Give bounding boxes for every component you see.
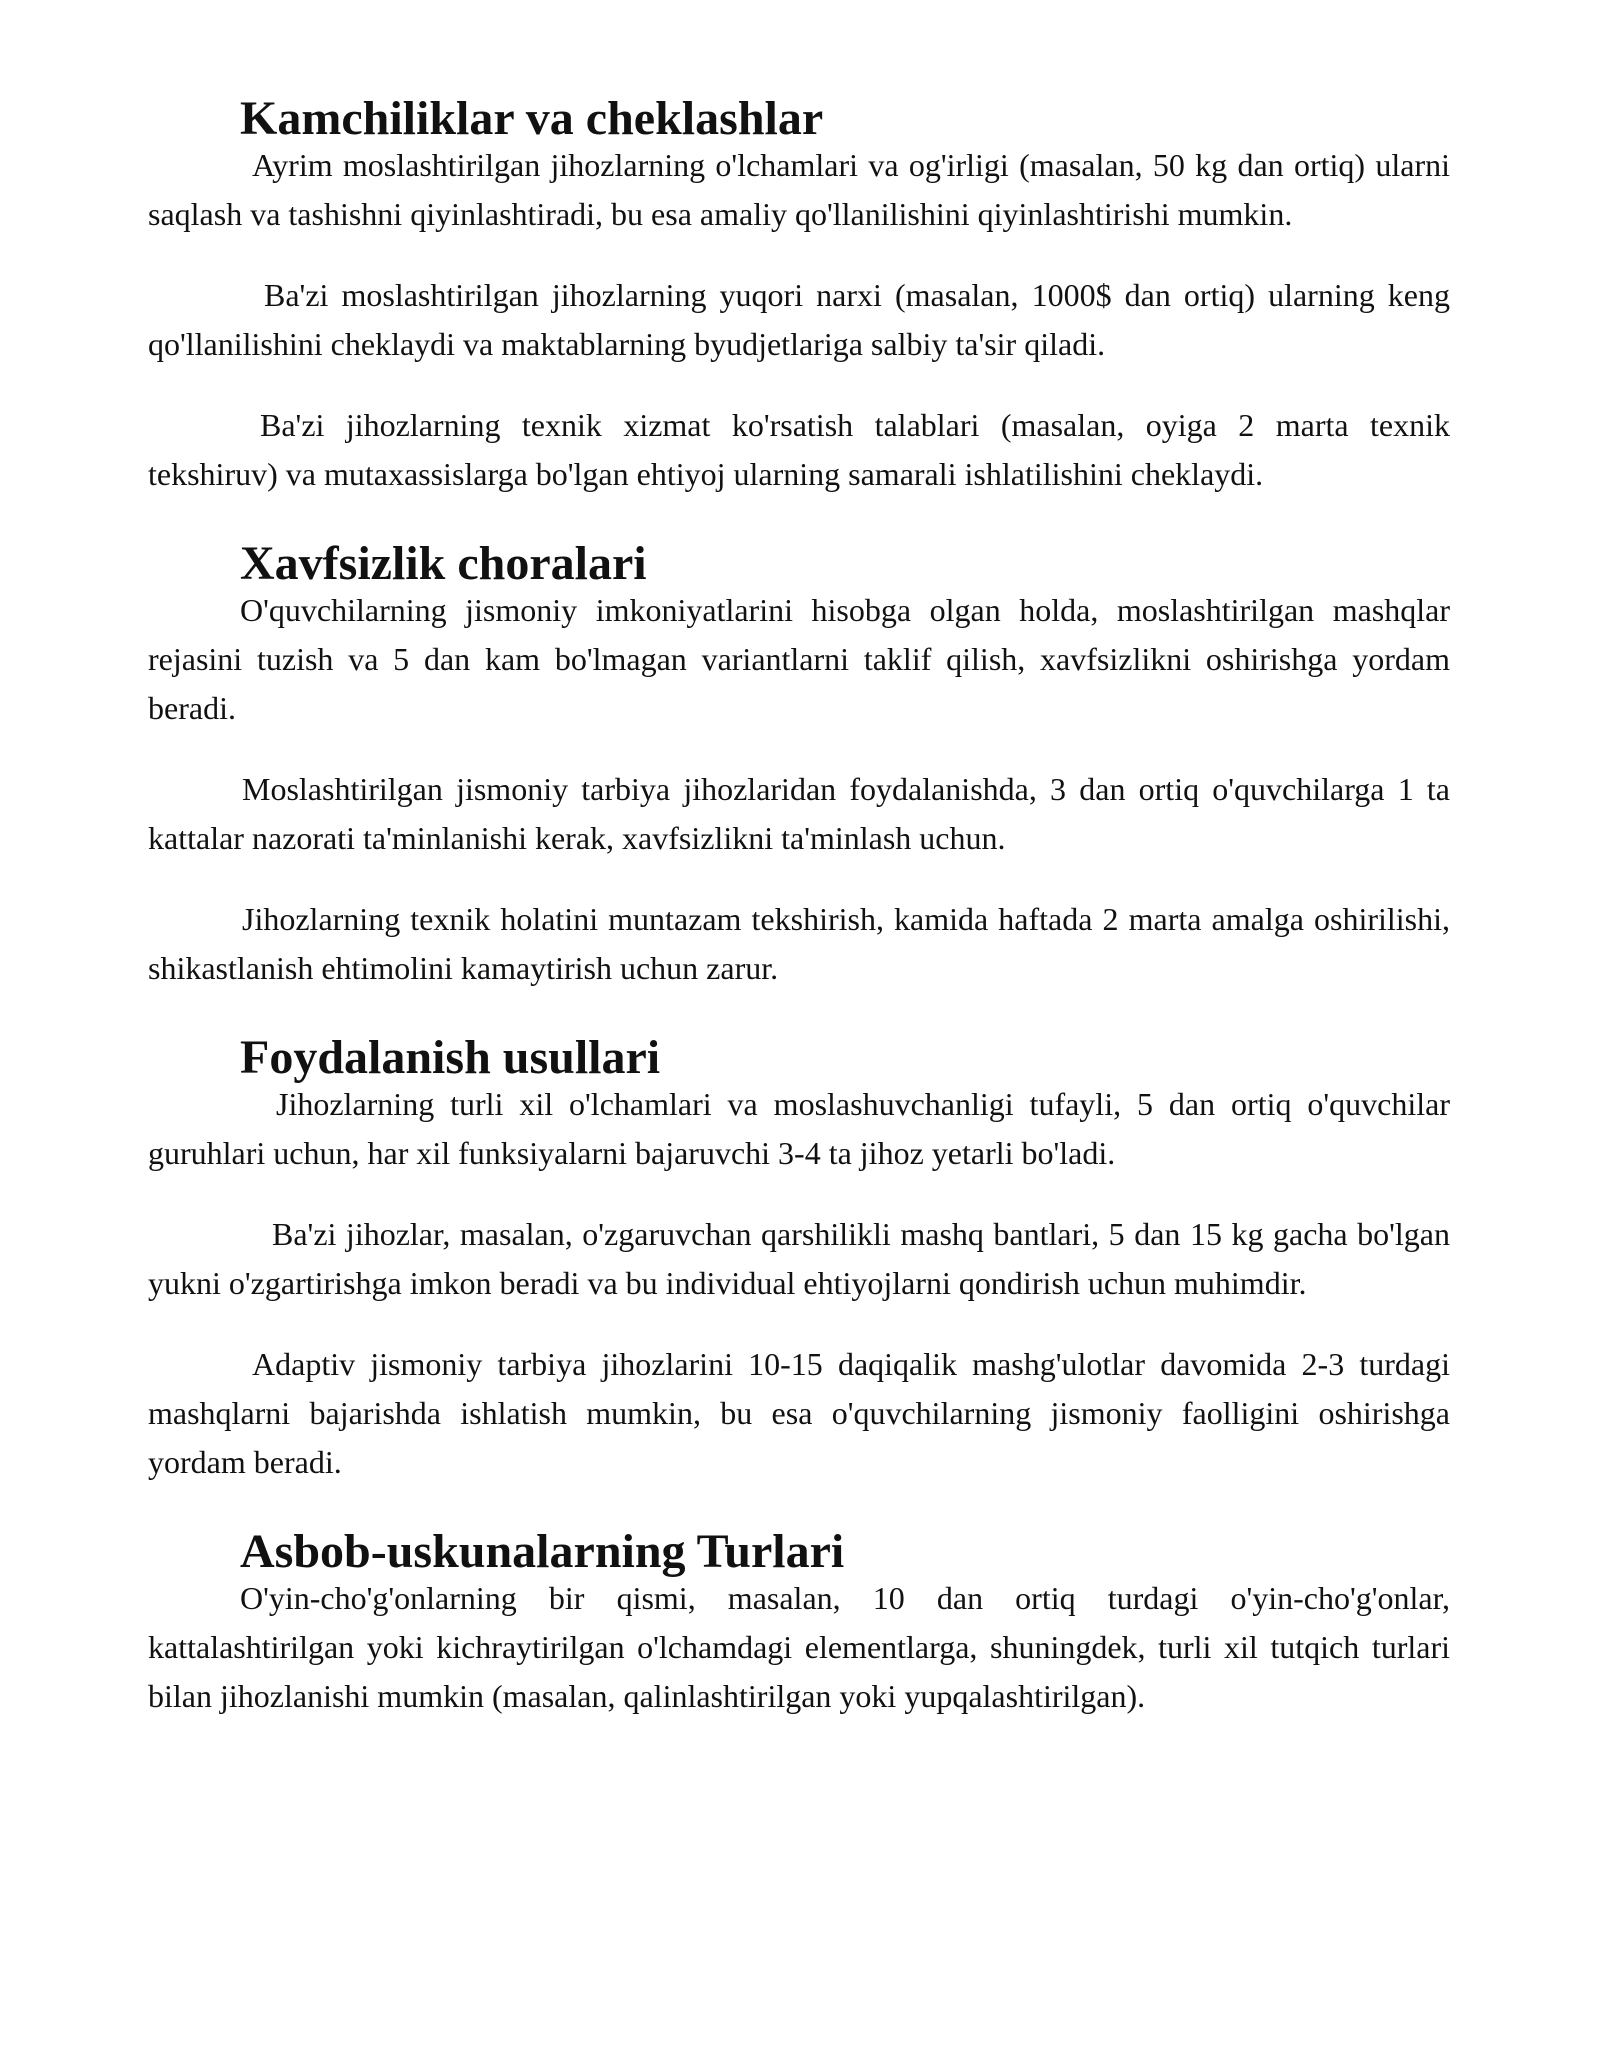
section-kamchiliklar	[148, 92, 1450, 499]
section-heading: Foydalanish usullari	[240, 1031, 661, 1084]
section-asbob-uskunalar	[148, 1525, 1450, 1721]
paragraph: Jihozlarning turli xil o'lchamlari va moslashuvchanligi tufayli, 5 dan ortiq o'quvchilar guruhlari uchun, har xil funksiyalarni bajaruvchi 3-4 ta jihoz yetarli bo'ladi.	[148, 1086, 1450, 1171]
paragraph: O'quvchilarning jismoniy imkoniyatlarini hisobga olgan holda, moslashtirilgan mashqlar rejasini tuzish va 5 dan kam bo'lmagan variantlarni taklif qilish, xavfsizlikni oshirishga yordam beradi.	[148, 592, 1450, 726]
section-xavfsizlik	[148, 537, 1450, 993]
paragraph: Ba'zi jihozlar, masalan, o'zgaruvchan qarshilikli mashq bantlari, 5 dan 15 kg gacha bo'lgan yukni o'zgartirishga imkon beradi va bu individual ehtiyojlarni qondirish uchun muhimdir.	[148, 1216, 1450, 1301]
paragraph: Adaptiv jismoniy tarbiya jihozlarini 10-15 daqiqalik mashg'ulotlar davomida 2-3 turdagi mashqlarni bajarishda ishlatish mumkin, bu esa o'quvchilarning jismoniy faolligini oshirishga yordam beradi.	[148, 1346, 1450, 1480]
document-page	[148, 92, 1450, 1721]
section-heading: Asbob-uskunalarning Turlari	[240, 1525, 845, 1578]
paragraph: Ba'zi jihozlarning texnik xizmat ko'rsatish talablari (masalan, oyiga 2 marta texnik tekshiruv) va mutaxassislarga bo'lgan ehtiyoj ularning samarali ishlatilishini cheklaydi.	[148, 407, 1450, 492]
paragraph: Moslashtirilgan jismoniy tarbiya jihozlaridan foydalanishda, 3 dan ortiq o'quvchilarga 1 ta kattalar nazorati ta'minlanishi kerak, xavfsizlikni ta'minlash uchun.	[148, 771, 1450, 856]
paragraph: Ba'zi moslashtirilgan jihozlarning yuqori narxi (masalan, 1000$ dan ortiq) ularning keng qo'llanilishini cheklaydi va maktablarning byudjetlariga salbiy ta'sir qiladi.	[148, 277, 1450, 362]
section-heading: Kamchiliklar va cheklashlar	[240, 92, 824, 145]
section-foydalanish	[148, 1031, 1450, 1487]
paragraph: O'yin-cho'g'onlarning bir qismi, masalan, 10 dan ortiq turdagi o'yin-cho'g'onlar, kattalashtirilgan yoki kichraytirilgan o'lchamdagi elementlarga, shuningdek, turli xil tutqich turlari bilan jihozlanishi mumkin (masalan, qalinlashtirilgan yoki yupqalashtirilgan).	[148, 1580, 1450, 1714]
paragraph: Ayrim moslashtirilgan jihozlarning o'lchamlari va og'irligi (masalan, 50 kg dan ortiq) ularni saqlash va tashishni qiyinlashtiradi, bu esa amaliy qo'llanilishini qiyinlashtirishi mumkin.	[148, 147, 1450, 232]
paragraph: Jihozlarning texnik holatini muntazam tekshirish, kamida haftada 2 marta amalga oshirilishi, shikastlanish ehtimolini kamaytirish uchun zarur.	[148, 901, 1450, 986]
section-heading: Xavfsizlik choralari	[240, 537, 647, 590]
